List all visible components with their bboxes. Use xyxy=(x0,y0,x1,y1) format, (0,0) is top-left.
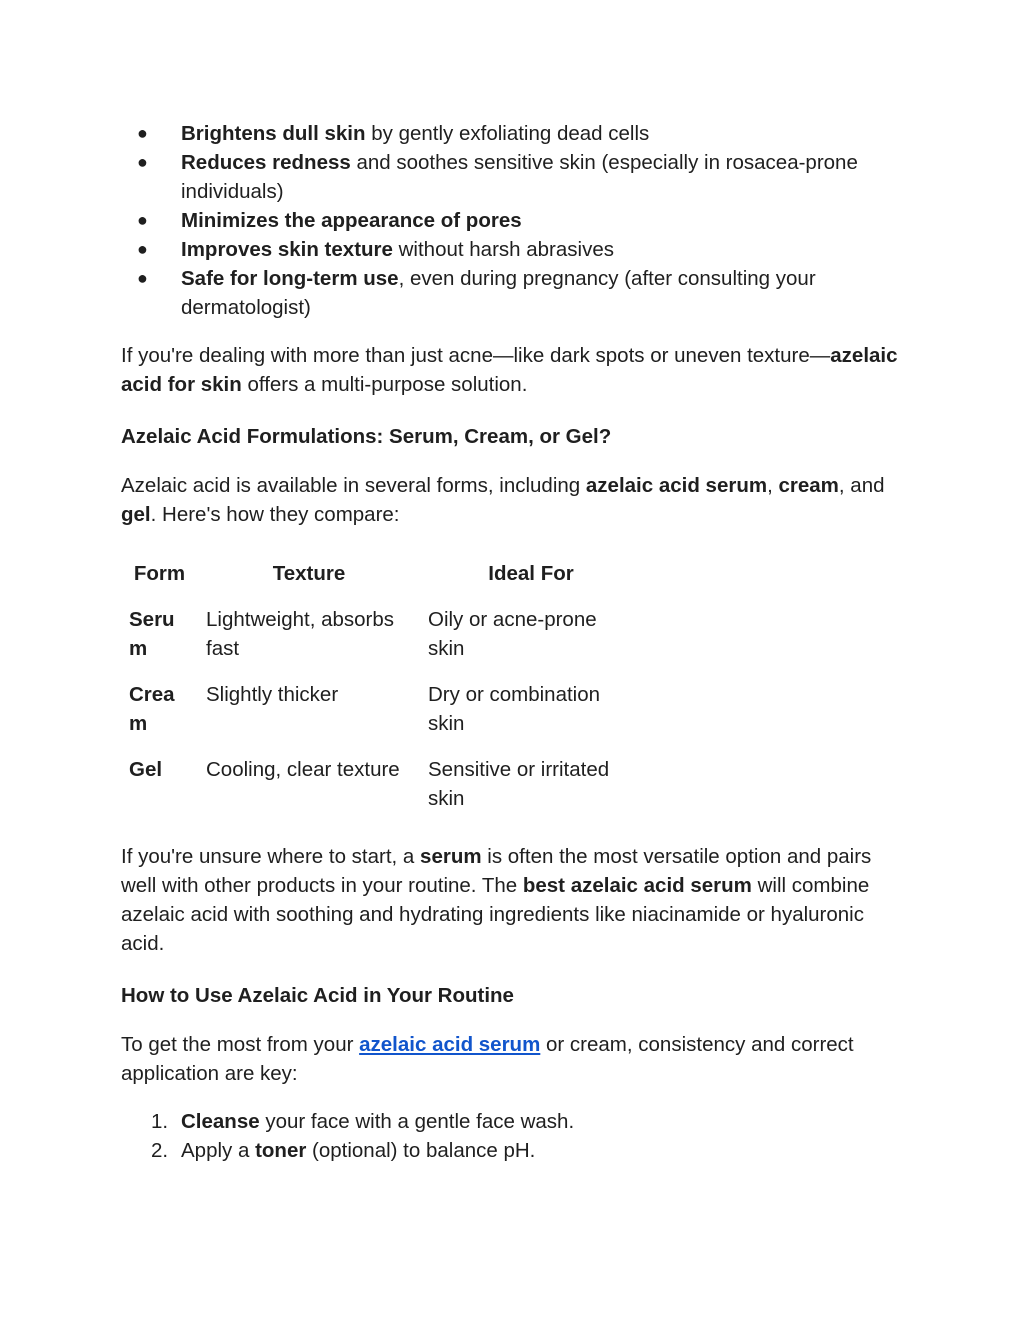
texture-cell: Cooling, clear texture xyxy=(206,758,400,781)
bullet-icon: ● xyxy=(137,239,148,259)
bullet-icon: ● xyxy=(137,210,148,230)
serum-recommendation-paragraph xyxy=(121,842,911,958)
section-heading-formulations: Azelaic Acid Formulations: Serum, Cream, or Gel? xyxy=(121,425,612,448)
para-text: offers a multi-purpose solution. xyxy=(241,373,528,396)
step-text: Apply a xyxy=(181,1139,256,1162)
ideal-for-cell: Sensitive or irritated skin xyxy=(428,758,610,810)
step-number: 1. xyxy=(151,1110,169,1133)
texture-cell: Lightweight, absorbs fast xyxy=(206,608,395,660)
texture-cell: Slightly thicker xyxy=(206,683,339,706)
benefit-bold: Safe for long-term use xyxy=(181,267,399,290)
bullet-icon: ● xyxy=(137,152,148,172)
intro-paragraph xyxy=(121,341,911,399)
ideal-for-cell: Oily or acne-prone skin xyxy=(428,608,597,660)
form-cell: Serum xyxy=(129,608,175,660)
para-text: If you're unsure where to start, a xyxy=(121,845,421,868)
para-text: . Here's how they compare: xyxy=(150,503,400,526)
bullet-icon: ● xyxy=(137,268,148,288)
document-page xyxy=(121,119,911,1165)
list-item xyxy=(121,1136,911,1165)
ideal-for-cell: Dry or combination skin xyxy=(428,683,601,735)
table-row xyxy=(121,605,642,680)
step-bold: Cleanse xyxy=(181,1110,260,1133)
step-text: your face with a gentle face wash. xyxy=(259,1110,575,1133)
formulations-paragraph xyxy=(121,471,911,529)
para-bold: azelaic acid for skin xyxy=(121,344,898,396)
benefit-bold: Improves skin texture xyxy=(181,238,393,261)
benefit-bold: Minimizes the appearance of pores xyxy=(181,209,522,232)
para-text: If you're dealing with more than just acne—like dark spots or uneven texture— xyxy=(121,344,831,367)
list-item xyxy=(121,119,911,148)
form-cell: Cream xyxy=(129,683,175,735)
para-text: , and xyxy=(838,474,885,497)
list-item xyxy=(121,235,911,264)
table-row xyxy=(121,755,642,830)
column-header-form: Form xyxy=(133,562,186,585)
formulations-table xyxy=(121,559,642,830)
para-bold: gel xyxy=(121,503,151,526)
para-bold: serum xyxy=(420,845,482,868)
table-header-row xyxy=(121,559,642,605)
section-heading-routine: How to Use Azelaic Acid in Your Routine xyxy=(121,984,514,1007)
step-text: (optional) to balance pH. xyxy=(306,1139,536,1162)
benefit-bold: Brightens dull skin xyxy=(181,122,366,145)
azelaic-acid-serum-link[interactable]: azelaic acid serum xyxy=(359,1033,541,1056)
benefit-bold: Reduces redness xyxy=(181,151,351,174)
column-header-ideal-for: Ideal For xyxy=(488,562,574,585)
para-text: will combine azelaic acid with soothing and hydrating ingredients like niacinamide or hyaluronic acid. xyxy=(121,874,870,955)
list-item xyxy=(121,206,911,235)
benefit-text: and soothes sensitive skin (especially in rosacea-prone individuals) xyxy=(181,151,858,203)
para-bold: best azelaic acid serum xyxy=(522,874,752,897)
list-item xyxy=(121,148,911,206)
step-number: 2. xyxy=(151,1139,169,1162)
para-text: , xyxy=(767,474,779,497)
para-text: Azelaic acid is available in several forms, including xyxy=(121,474,586,497)
para-text: To get the most from your xyxy=(121,1033,360,1056)
list-item xyxy=(121,1107,911,1136)
routine-steps-list xyxy=(121,1107,911,1165)
bullet-icon: ● xyxy=(137,123,148,143)
para-bold: azelaic acid serum xyxy=(585,474,768,497)
para-text: is often the most versatile option and pairs well with other products in your routine. The xyxy=(121,845,872,897)
benefits-list xyxy=(121,119,911,322)
column-header-texture: Texture xyxy=(272,562,346,585)
routine-intro-paragraph xyxy=(121,1030,911,1088)
benefit-text: without harsh abrasives xyxy=(392,238,614,261)
list-item xyxy=(121,264,911,322)
table-row xyxy=(121,680,642,755)
form-cell: Gel xyxy=(129,758,163,781)
benefit-text: , even during pregnancy (after consulting your dermatologist) xyxy=(181,267,816,319)
step-bold: toner xyxy=(255,1139,307,1162)
para-text: or cream, consistency and correct application are key: xyxy=(121,1033,854,1085)
benefit-text: by gently exfoliating dead cells xyxy=(365,122,650,145)
para-bold: cream xyxy=(778,474,839,497)
